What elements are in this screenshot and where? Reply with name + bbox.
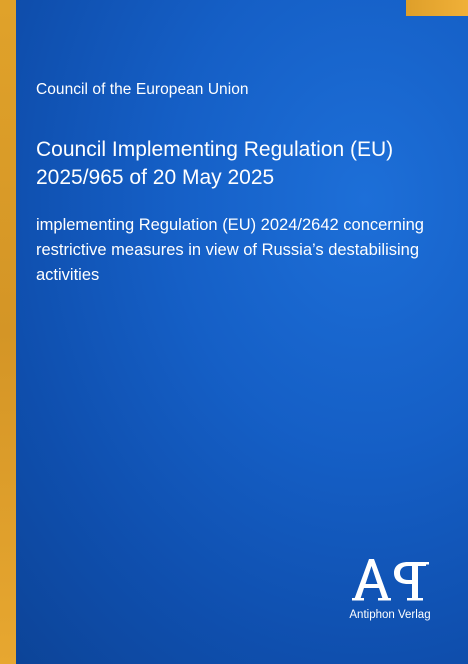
author-name: Council of the European Union bbox=[36, 81, 249, 98]
orange-spine-strip bbox=[0, 0, 16, 664]
orange-corner-tab bbox=[406, 0, 468, 16]
title-line-1: Council Implementing Regulation (EU) bbox=[36, 138, 394, 161]
publisher-logo-icon bbox=[352, 556, 432, 602]
book-subtitle: implementing Regulation (EU) 2024/2642 concerning restrictive measures in view of Russia’s destabilising activities bbox=[36, 216, 424, 284]
book-title bbox=[36, 136, 446, 192]
title-line-2: 2025/965 of 20 May 2025 bbox=[36, 166, 275, 189]
publisher-name: Antiphon Verlag bbox=[349, 609, 431, 621]
